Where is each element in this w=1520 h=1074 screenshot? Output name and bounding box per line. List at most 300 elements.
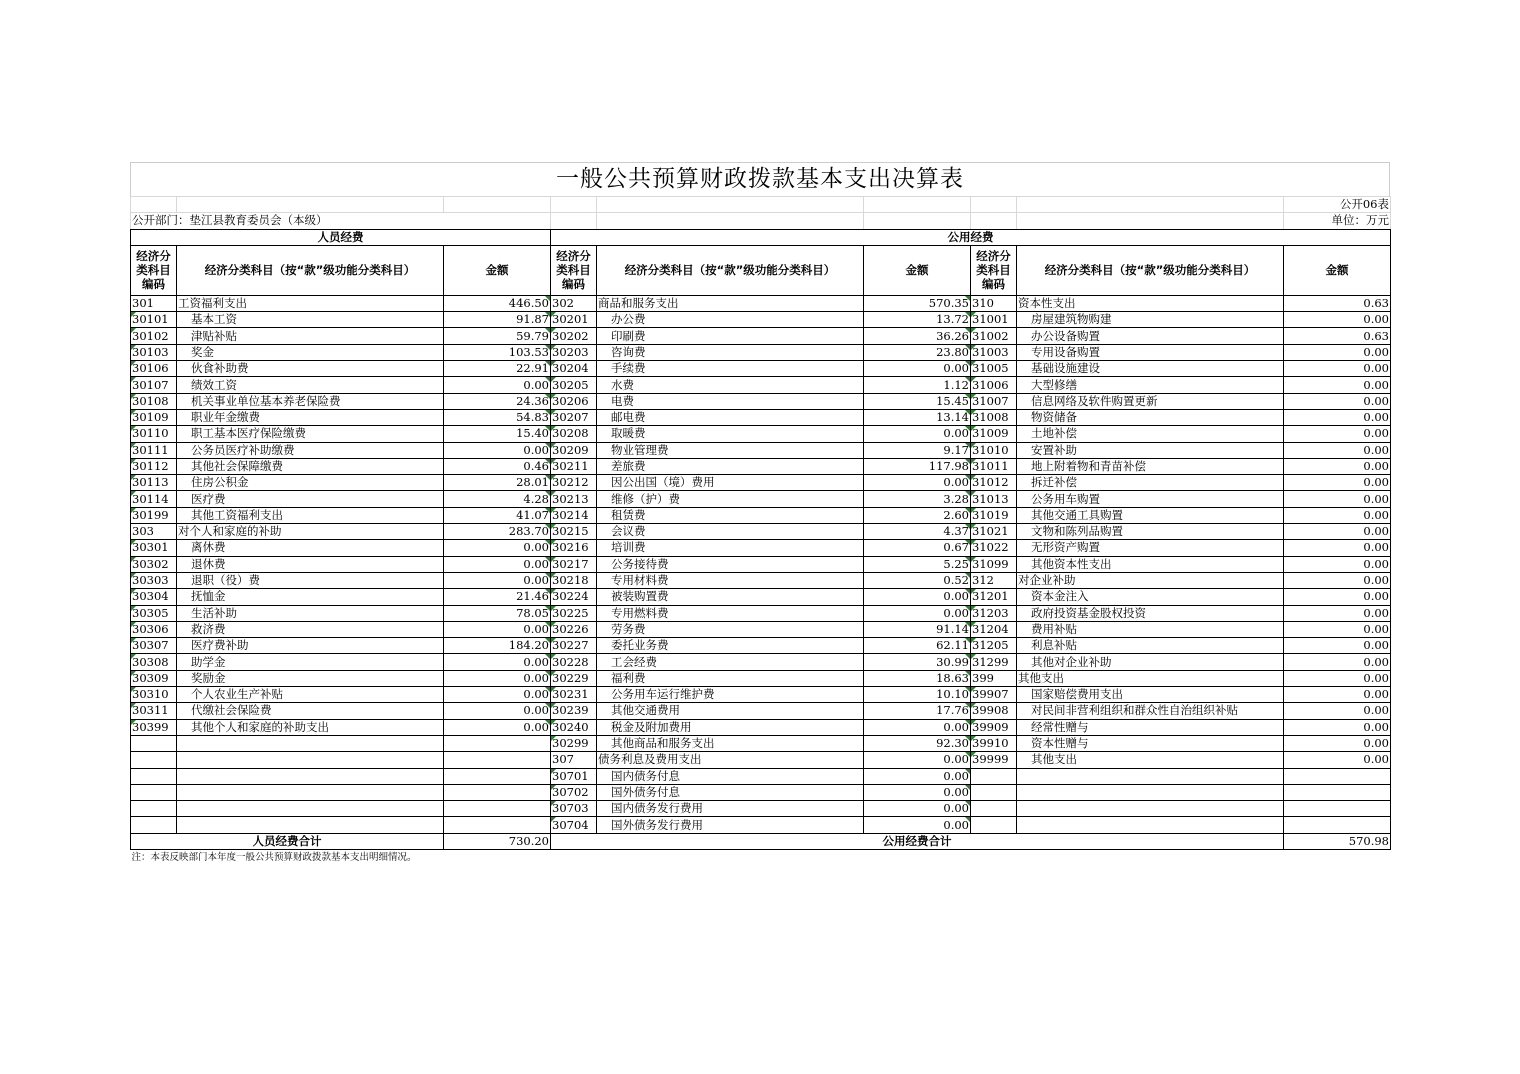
code-cell: 30701 [551, 768, 597, 784]
code-cell: 30309 [131, 670, 177, 686]
code-cell: 30307 [131, 638, 177, 654]
amount-cell: 0.00 [864, 719, 971, 735]
table-row [131, 572, 1391, 588]
table-row [131, 377, 1391, 393]
name-cell: 对民间非营利组织和群众性自治组织补贴 [1017, 703, 1284, 719]
name-cell: 水费 [597, 377, 864, 393]
code-cell: 31009 [971, 426, 1017, 442]
amount-cell: 18.63 [864, 670, 971, 686]
table-note: 注：本表反映部门本年度一般公共预算财政拨款基本支出明细情况。 [131, 851, 417, 863]
code-cell: 30303 [131, 572, 177, 588]
unit-label: 单位：万元 [1284, 213, 1391, 229]
name-cell: 被装购置费 [597, 589, 864, 605]
name-cell: 医疗费 [177, 491, 444, 507]
code-cell: 399 [971, 670, 1017, 686]
name-header-3: 经济分类科目（按“款”级功能分类科目） [1017, 245, 1284, 295]
amount-cell: 0.63 [1284, 295, 1391, 311]
name-cell: 其他对企业补助 [1017, 654, 1284, 670]
code-cell: 30201 [551, 312, 597, 328]
name-cell: 地上附着物和青苗补偿 [1017, 458, 1284, 474]
amount-cell: 0.00 [1284, 670, 1391, 686]
amount-cell: 184.20 [444, 638, 551, 654]
code-cell: 30113 [131, 475, 177, 491]
name-cell: 基础设施建设 [1017, 361, 1284, 377]
code-cell: 30208 [551, 426, 597, 442]
note-row [131, 849, 1391, 865]
code-cell: 30310 [131, 687, 177, 703]
report-title: 一般公共预算财政拨款基本支出决算表 [130, 162, 1390, 196]
amount-cell: 0.00 [1284, 703, 1391, 719]
code-cell: 31022 [971, 540, 1017, 556]
code-cell: 31205 [971, 638, 1017, 654]
amount-cell: 0.00 [1284, 524, 1391, 540]
amount-cell: 0.00 [864, 817, 971, 833]
table-row [131, 556, 1391, 572]
table-row [131, 605, 1391, 621]
personnel-total-label: 人员经费合计 [131, 833, 444, 849]
amount-cell: 9.17 [864, 442, 971, 458]
amount-cell: 0.00 [864, 784, 971, 800]
table-row [131, 768, 1391, 784]
table-row [131, 409, 1391, 425]
code-cell: 30206 [551, 393, 597, 409]
name-cell: 培训费 [597, 540, 864, 556]
table-row [131, 442, 1391, 458]
amount-cell: 0.00 [864, 801, 971, 817]
code-cell: 31007 [971, 393, 1017, 409]
code-header-2: 经济分类科目编码 [551, 245, 597, 295]
table-row [131, 524, 1391, 540]
amount-cell: 4.28 [444, 491, 551, 507]
code-cell: 30229 [551, 670, 597, 686]
code-cell: 31005 [971, 361, 1017, 377]
table-row [131, 621, 1391, 637]
code-cell [131, 801, 177, 817]
amount-cell: 0.00 [864, 605, 971, 621]
amount-cell: 13.14 [864, 409, 971, 425]
table-row [131, 295, 1391, 311]
amount-cell [1284, 801, 1391, 817]
amount-cell: 0.00 [444, 540, 551, 556]
name-cell: 其他社会保障缴费 [177, 458, 444, 474]
amount-cell: 24.36 [444, 393, 551, 409]
code-cell: 30110 [131, 426, 177, 442]
code-cell: 30205 [551, 377, 597, 393]
amount-cell: 0.00 [1284, 654, 1391, 670]
table-row [131, 540, 1391, 556]
amount-cell: 0.63 [1284, 328, 1391, 344]
name-cell: 电费 [597, 393, 864, 409]
name-cell: 办公费 [597, 312, 864, 328]
code-cell: 30212 [551, 475, 597, 491]
name-cell: 抚恤金 [177, 589, 444, 605]
code-cell: 307 [551, 752, 597, 768]
totals-row [131, 833, 1391, 849]
code-cell: 30399 [131, 719, 177, 735]
code-cell: 31013 [971, 491, 1017, 507]
amount-cell: 0.00 [1284, 312, 1391, 328]
code-cell: 30216 [551, 540, 597, 556]
amount-cell: 0.00 [1284, 687, 1391, 703]
table-row [131, 458, 1391, 474]
name-cell: 其他支出 [1017, 752, 1284, 768]
name-cell: 印刷费 [597, 328, 864, 344]
code-cell: 39909 [971, 719, 1017, 735]
name-cell: 津贴补贴 [177, 328, 444, 344]
code-cell [971, 817, 1017, 833]
code-cell: 31010 [971, 442, 1017, 458]
amount-cell: 0.46 [444, 458, 551, 474]
department-label: 公开部门：垫江县教育委员会（本级） [131, 213, 551, 229]
name-cell: 公务接待费 [597, 556, 864, 572]
name-cell: 邮电费 [597, 409, 864, 425]
code-cell: 30311 [131, 703, 177, 719]
code-cell: 30703 [551, 801, 597, 817]
name-cell: 退休费 [177, 556, 444, 572]
amount-cell: 92.30 [864, 735, 971, 751]
dept-row [131, 213, 1391, 229]
code-cell: 30111 [131, 442, 177, 458]
name-cell [177, 801, 444, 817]
code-cell: 30214 [551, 507, 597, 523]
amount-cell: 28.01 [444, 475, 551, 491]
amount-cell: 0.00 [864, 752, 971, 768]
amount-cell: 2.60 [864, 507, 971, 523]
code-cell: 30228 [551, 654, 597, 670]
name-cell: 奖金 [177, 344, 444, 360]
name-cell: 对个人和家庭的补助 [177, 524, 444, 540]
name-cell: 因公出国（境）费用 [597, 475, 864, 491]
amount-cell: 0.00 [864, 426, 971, 442]
name-cell [1017, 801, 1284, 817]
table-row [131, 344, 1391, 360]
amount-cell: 0.67 [864, 540, 971, 556]
code-cell: 30227 [551, 638, 597, 654]
amount-cell: 0.00 [1284, 361, 1391, 377]
table-row [131, 507, 1391, 523]
amount-cell: 0.00 [444, 670, 551, 686]
name-cell: 物资储备 [1017, 409, 1284, 425]
form-number: 公开06表 [1284, 197, 1391, 213]
name-cell: 国内债务发行费用 [597, 801, 864, 817]
name-cell: 安置补助 [1017, 442, 1284, 458]
code-cell: 30101 [131, 312, 177, 328]
code-cell: 31021 [971, 524, 1017, 540]
name-cell: 委托业务费 [597, 638, 864, 654]
code-cell: 30702 [551, 784, 597, 800]
code-cell: 30305 [131, 605, 177, 621]
name-cell: 离休费 [177, 540, 444, 556]
name-cell: 经常性赠与 [1017, 719, 1284, 735]
code-cell: 31099 [971, 556, 1017, 572]
code-cell: 30240 [551, 719, 597, 735]
code-cell: 31003 [971, 344, 1017, 360]
name-cell [177, 735, 444, 751]
name-cell: 绩效工资 [177, 377, 444, 393]
name-cell: 专用设备购置 [1017, 344, 1284, 360]
code-cell: 30226 [551, 621, 597, 637]
code-cell: 30108 [131, 393, 177, 409]
amount-cell: 0.00 [444, 703, 551, 719]
amount-cell: 0.00 [1284, 621, 1391, 637]
name-cell [1017, 784, 1284, 800]
name-cell: 基本工资 [177, 312, 444, 328]
code-cell: 30106 [131, 361, 177, 377]
name-cell: 国家赔偿费用支出 [1017, 687, 1284, 703]
amount-cell: 21.46 [444, 589, 551, 605]
name-cell: 费用补贴 [1017, 621, 1284, 637]
name-cell: 其他资本性支出 [1017, 556, 1284, 572]
amount-cell [444, 801, 551, 817]
code-cell: 30304 [131, 589, 177, 605]
amount-cell: 0.00 [444, 687, 551, 703]
amount-cell: 0.00 [1284, 556, 1391, 572]
amount-cell: 0.00 [444, 654, 551, 670]
amount-cell: 0.00 [1284, 442, 1391, 458]
name-cell: 工会经费 [597, 654, 864, 670]
amount-cell: 78.05 [444, 605, 551, 621]
amount-cell [444, 817, 551, 833]
name-cell: 咨询费 [597, 344, 864, 360]
name-cell: 政府投资基金股权投资 [1017, 605, 1284, 621]
table-row [131, 817, 1391, 833]
code-cell [971, 768, 1017, 784]
code-cell [131, 752, 177, 768]
code-cell: 31299 [971, 654, 1017, 670]
code-cell: 30306 [131, 621, 177, 637]
amount-cell [444, 735, 551, 751]
table-row [131, 589, 1391, 605]
name-cell: 其他交通费用 [597, 703, 864, 719]
name-cell: 机关事业单位基本养老保险费 [177, 393, 444, 409]
name-cell: 退职（役）费 [177, 572, 444, 588]
amount-cell: 0.00 [1284, 458, 1391, 474]
name-cell: 租赁费 [597, 507, 864, 523]
amount-cell: 283.70 [444, 524, 551, 540]
name-cell: 信息网络及软件购置更新 [1017, 393, 1284, 409]
table-row [131, 491, 1391, 507]
code-cell: 30107 [131, 377, 177, 393]
code-cell [131, 768, 177, 784]
name-cell: 房屋建筑物购建 [1017, 312, 1284, 328]
code-cell [131, 817, 177, 833]
name-cell: 生活补助 [177, 605, 444, 621]
name-cell: 其他交通工具购置 [1017, 507, 1284, 523]
amount-cell: 36.26 [864, 328, 971, 344]
budget-table [130, 196, 1391, 865]
budget-sheet [130, 162, 1390, 865]
amount-cell: 0.00 [864, 475, 971, 491]
name-cell: 住房公积金 [177, 475, 444, 491]
amount-cell: 0.00 [1284, 752, 1391, 768]
code-cell: 30225 [551, 605, 597, 621]
table-row [131, 801, 1391, 817]
amount-cell: 4.37 [864, 524, 971, 540]
table-row [131, 752, 1391, 768]
name-cell: 利息补贴 [1017, 638, 1284, 654]
code-cell: 39907 [971, 687, 1017, 703]
name-cell: 其他支出 [1017, 670, 1284, 686]
name-cell: 其他商品和服务支出 [597, 735, 864, 751]
code-cell [131, 735, 177, 751]
table-row [131, 475, 1391, 491]
name-cell: 国外债务发行费用 [597, 817, 864, 833]
code-cell [971, 801, 1017, 817]
name-header-2: 经济分类科目（按“款”级功能分类科目） [597, 245, 864, 295]
amount-cell: 0.00 [1284, 589, 1391, 605]
amount-cell: 0.00 [1284, 393, 1391, 409]
code-cell: 30203 [551, 344, 597, 360]
code-cell: 30217 [551, 556, 597, 572]
amount-cell: 0.00 [1284, 572, 1391, 588]
name-cell: 债务利息及费用支出 [597, 752, 864, 768]
amount-cell: 0.00 [444, 572, 551, 588]
amount-cell: 0.00 [1284, 409, 1391, 425]
name-cell: 税金及附加费用 [597, 719, 864, 735]
name-cell [177, 784, 444, 800]
amount-cell: 1.12 [864, 377, 971, 393]
code-cell: 30199 [131, 507, 177, 523]
name-cell: 公务用车运行维护费 [597, 687, 864, 703]
name-cell: 土地补偿 [1017, 426, 1284, 442]
amount-header-3: 金额 [1284, 245, 1391, 295]
amount-cell: 0.52 [864, 572, 971, 588]
name-cell: 无形资产购置 [1017, 540, 1284, 556]
form-no-row [131, 197, 1391, 213]
code-cell: 30204 [551, 361, 597, 377]
amount-cell: 23.80 [864, 344, 971, 360]
code-cell: 30301 [131, 540, 177, 556]
name-cell: 大型修缮 [1017, 377, 1284, 393]
name-cell: 医疗费补助 [177, 638, 444, 654]
amount-cell: 91.14 [864, 621, 971, 637]
amount-cell [444, 768, 551, 784]
amount-cell [444, 784, 551, 800]
code-cell: 30102 [131, 328, 177, 344]
code-cell [971, 784, 1017, 800]
amount-cell: 446.50 [444, 295, 551, 311]
amount-cell [1284, 784, 1391, 800]
name-cell: 专用燃料费 [597, 605, 864, 621]
amount-cell: 0.00 [1284, 719, 1391, 735]
personnel-total-value: 730.20 [444, 833, 551, 849]
public-section-header: 公用经费 [551, 229, 1391, 245]
code-cell: 30211 [551, 458, 597, 474]
amount-cell: 0.00 [1284, 540, 1391, 556]
name-cell: 国内债务付息 [597, 768, 864, 784]
name-cell: 手续费 [597, 361, 864, 377]
name-cell: 个人农业生产补贴 [177, 687, 444, 703]
amount-cell: 15.40 [444, 426, 551, 442]
amount-cell [1284, 817, 1391, 833]
code-cell: 31002 [971, 328, 1017, 344]
name-cell: 拆迁补偿 [1017, 475, 1284, 491]
table-row [131, 670, 1391, 686]
code-cell: 310 [971, 295, 1017, 311]
code-cell: 30224 [551, 589, 597, 605]
name-cell: 职工基本医疗保险缴费 [177, 426, 444, 442]
table-row [131, 312, 1391, 328]
amount-cell: 59.79 [444, 328, 551, 344]
code-cell: 312 [971, 572, 1017, 588]
code-cell: 31019 [971, 507, 1017, 523]
name-cell: 专用材料费 [597, 572, 864, 588]
name-cell: 物业管理费 [597, 442, 864, 458]
code-cell: 30231 [551, 687, 597, 703]
amount-cell: 0.00 [1284, 377, 1391, 393]
amount-cell: 41.07 [444, 507, 551, 523]
name-header-1: 经济分类科目（按“款”级功能分类科目） [177, 245, 444, 295]
name-cell: 其他个人和家庭的补助支出 [177, 719, 444, 735]
code-header-3: 经济分类科目编码 [971, 245, 1017, 295]
name-cell [177, 768, 444, 784]
name-cell [1017, 817, 1284, 833]
amount-cell: 62.11 [864, 638, 971, 654]
amount-cell [1284, 768, 1391, 784]
public-total-value: 570.98 [1284, 833, 1391, 849]
name-cell: 国外债务付息 [597, 784, 864, 800]
amount-cell: 17.76 [864, 703, 971, 719]
amount-cell: 0.00 [1284, 344, 1391, 360]
code-cell: 31201 [971, 589, 1017, 605]
name-cell: 办公设备购置 [1017, 328, 1284, 344]
amount-cell: 117.98 [864, 458, 971, 474]
public-total-label: 公用经费合计 [551, 833, 1284, 849]
table-row [131, 735, 1391, 751]
name-cell: 取暖费 [597, 426, 864, 442]
name-cell: 公务用车购置 [1017, 491, 1284, 507]
amount-cell: 0.00 [444, 442, 551, 458]
code-cell: 39999 [971, 752, 1017, 768]
table-row [131, 784, 1391, 800]
amount-cell: 0.00 [864, 589, 971, 605]
amount-cell: 0.00 [444, 719, 551, 735]
name-cell: 维修（护）费 [597, 491, 864, 507]
code-cell: 301 [131, 295, 177, 311]
code-cell: 30704 [551, 817, 597, 833]
name-cell: 公务员医疗补助缴费 [177, 442, 444, 458]
name-cell: 差旅费 [597, 458, 864, 474]
code-cell: 30209 [551, 442, 597, 458]
code-cell: 30109 [131, 409, 177, 425]
amount-cell: 103.53 [444, 344, 551, 360]
code-cell: 30215 [551, 524, 597, 540]
name-cell: 资本性赠与 [1017, 735, 1284, 751]
amount-cell: 0.00 [1284, 735, 1391, 751]
code-cell: 30299 [551, 735, 597, 751]
code-cell: 30308 [131, 654, 177, 670]
code-cell: 39908 [971, 703, 1017, 719]
amount-cell: 0.00 [1284, 491, 1391, 507]
code-cell: 30114 [131, 491, 177, 507]
table-row [131, 393, 1391, 409]
amount-cell: 22.91 [444, 361, 551, 377]
table-row [131, 719, 1391, 735]
amount-cell: 0.00 [864, 361, 971, 377]
code-cell: 30213 [551, 491, 597, 507]
amount-cell: 570.35 [864, 295, 971, 311]
code-cell: 302 [551, 295, 597, 311]
amount-cell: 0.00 [444, 377, 551, 393]
name-cell: 伙食补助费 [177, 361, 444, 377]
code-cell: 31001 [971, 312, 1017, 328]
code-cell: 303 [131, 524, 177, 540]
code-cell: 39910 [971, 735, 1017, 751]
amount-cell: 0.00 [1284, 507, 1391, 523]
name-cell: 奖励金 [177, 670, 444, 686]
amount-cell: 15.45 [864, 393, 971, 409]
amount-cell: 0.00 [1284, 426, 1391, 442]
